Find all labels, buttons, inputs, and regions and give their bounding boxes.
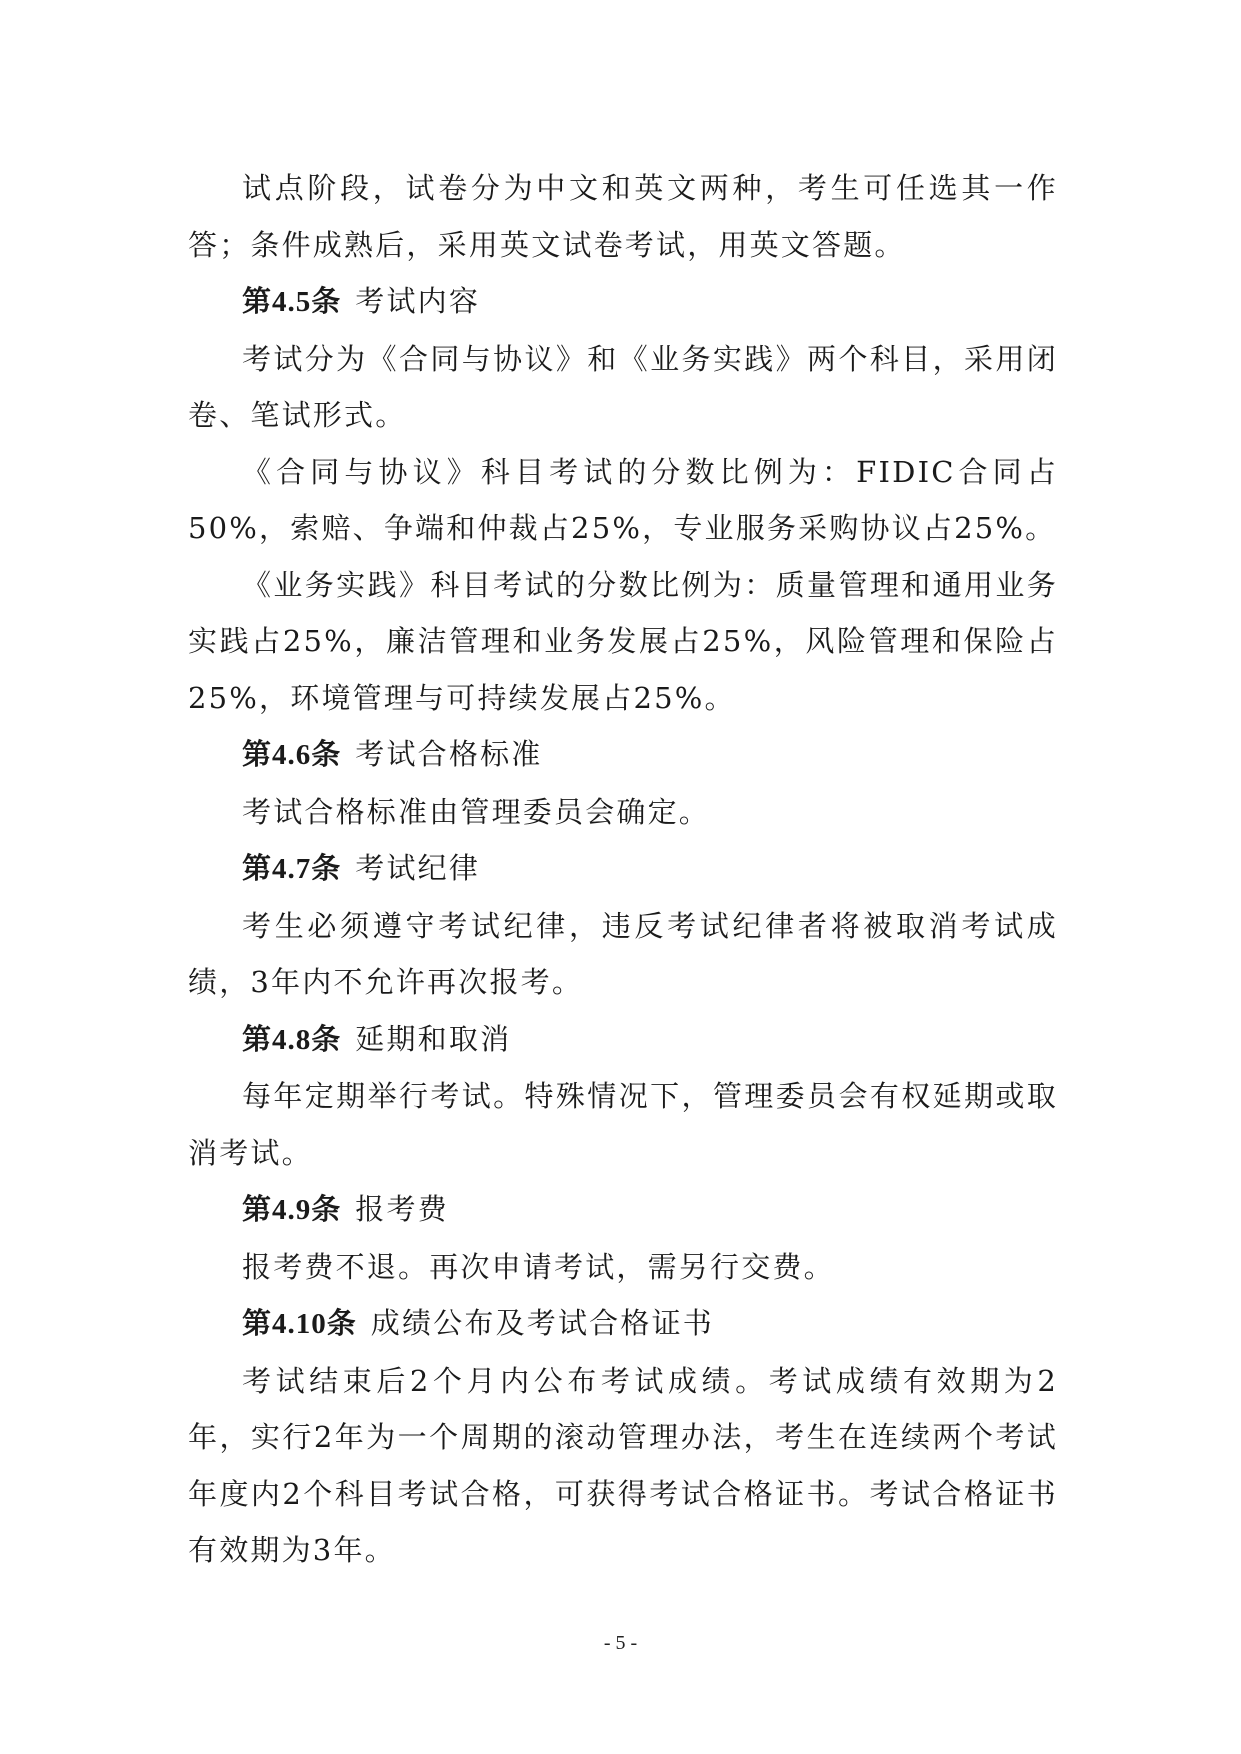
article-title: 考试内容 xyxy=(355,284,481,318)
article-heading-4-8 xyxy=(188,1011,1058,1069)
paragraph-practice-score-ratio: 《业务实践》科目考试的分数比例为：质量管理和通用业务实践占25%，廉洁管理和业务发展占25%，风险管理和保险占25%，环境管理与可持续发展占25%。 xyxy=(188,567,1058,715)
paragraph-registration-fee: 报考费不退。再次申请考试，需另行交费。 xyxy=(242,1249,835,1284)
article-heading-4-10 xyxy=(188,1295,1058,1353)
paragraph-exam-discipline: 考生必须遵守考试纪律，违反考试纪律者将被取消考试成绩，3年内不允许再次报考。 xyxy=(188,908,1058,999)
article-number: 第4.8条 xyxy=(242,1023,342,1056)
article-heading-4-6 xyxy=(188,726,1058,784)
article-title: 考试纪律 xyxy=(355,851,481,885)
article-title: 报考费 xyxy=(355,1192,449,1226)
article-number: 第4.6条 xyxy=(242,739,342,771)
article-number: 第4.10条 xyxy=(242,1308,357,1340)
document-body xyxy=(188,160,1058,1579)
article-title: 延期和取消 xyxy=(355,1021,512,1056)
article-heading-4-7 xyxy=(188,840,1058,898)
article-number: 第4.5条 xyxy=(242,286,342,318)
paragraph-pass-standard: 考试合格标准由管理委员会确定。 xyxy=(242,794,711,829)
paragraph-exam-language: 试点阶段，试卷分为中文和英文两种，考生可任选其一作答；条件成熟后，采用英文试卷考试，用英文答题。 xyxy=(188,171,1058,262)
article-heading-4-5 xyxy=(188,273,1058,331)
paragraph-contract-score-ratio: 《合同与协议》科目考试的分数比例为：FIDIC合同占50%，索赔、争端和仲裁占25%，专业服务采购协议占25%。 xyxy=(188,454,1058,545)
article-heading-4-9 xyxy=(188,1181,1058,1239)
article-number: 第4.7条 xyxy=(242,853,342,885)
paragraph-postpone-cancel: 每年定期举行考试。特殊情况下，管理委员会有权延期或取消考试。 xyxy=(188,1079,1058,1170)
page-number: - 5 - xyxy=(603,1632,638,1654)
article-title: 成绩公布及考试合格证书 xyxy=(370,1306,714,1340)
paragraph-exam-subjects: 考试分为《合同与协议》和《业务实践》两个科目，采用闭卷、笔试形式。 xyxy=(188,341,1058,432)
article-title: 考试合格标准 xyxy=(355,737,543,771)
article-number: 第4.9条 xyxy=(242,1194,342,1226)
paragraph-results-certificate: 考试结束后2个月内公布考试成绩。考试成绩有效期为2年，实行2年为一个周期的滚动管理办法，考生在连续两个考试年度内2个科目考试合格，可获得考试合格证书。考试合格证书有效期为3年。 xyxy=(188,1363,1058,1567)
